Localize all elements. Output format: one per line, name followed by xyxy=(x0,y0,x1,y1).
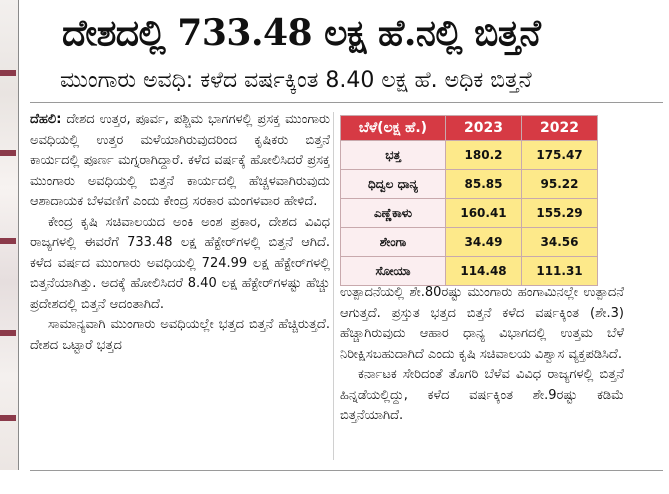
value-cell-2022: 111.31 xyxy=(522,257,598,286)
crop-name-cell: ಧಿದ್ವಲ ಧಾನ್ಯ xyxy=(341,170,446,199)
article-right-column xyxy=(340,283,624,427)
table-row xyxy=(341,199,598,228)
header-rule xyxy=(30,102,663,103)
article-paragraph xyxy=(30,110,330,213)
paragraph-text: ದೇಶದ ಉತ್ತರ, ಪೂರ್ವ, ಪಶ್ಚಿಮ ಭಾಗಗಳಲ್ಲಿ ಪ್ರಸಕ್ತ ಮುಂಗಾರು ಅವಧಿಯಲ್ಲಿ ಉತ್ತರ ಮಳೆಯಾಗಿರುವುದರಿಂದ ಕೃಷಿಕರು ಬಿತ್ತನೆ ಕಾರ್ಯದಲ್ಲಿ ಪೂರ್ಣ ಮಗ್ನರಾಗಿದ್ದಾರೆ. ಕಳೆದ ವರ್ಷಕ್ಕೆ ಹೋಲಿಸಿದರೆ ಪ್ರಸಕ್ತ ಮುಂಗಾರು ಅವಧಿಯಲ್ಲಿ ಬಿತ್ತನೆ ಕಾರ್ಯದಲ್ಲಿ ಹೆಚ್ಚಳವಾಗಿರುವುದು ಆಶಾದಾಯಕ ಬೆಳವಣಿಗೆ ಎಂದು ಕೇಂದ್ರ ಸರಕಾರ ಮಂಗಳವಾರ ಹೇಳಿದೆ. xyxy=(30,112,330,209)
adjacent-photo-edge xyxy=(0,0,19,470)
crop-name-cell: ಶೇಂಗಾ xyxy=(341,228,446,257)
subheadline: ಮುಂಗಾರು ಅವಧಿ: ಕಳೆದ ವರ್ಷಕ್ಕಿಂತ 8.40 ಲಕ್ಷ ಹೆ. ಅಧಿಕ ಬಿತ್ತನೆ xyxy=(60,68,532,93)
table-header-cell: 2023 xyxy=(446,116,522,141)
value-cell-2022: 155.29 xyxy=(522,199,598,228)
photo-stripe xyxy=(0,415,16,421)
value-cell-2022: 95.22 xyxy=(522,170,598,199)
article-paragraph: ಸಾಮಾನ್ಯವಾಗಿ ಮುಂಗಾರು ಅವಧಿಯಲ್ಲೇ ಭತ್ತದ ಬಿತ್ತನೆ ಹೆಚ್ಚಿರುತ್ತದೆ. ದೇಶದ ಒಟ್ಟಾರೆ ಭತ್ತದ xyxy=(30,317,330,353)
article-paragraph: ಕೇಂದ್ರ ಕೃಷಿ ಸಚಿವಾಲಯದ ಅಂಕಿ ಅಂಶ ಪ್ರಕಾರ, ದೇಶದ ವಿವಿಧ ರಾಜ್ಯಗಳಲ್ಲಿ ಈವರೆಗೆ 733.48 ಲಕ್ಷ ಹೆಕ್ಟೇರ್‌ಗಳಲ್ಲಿ ಬಿತ್ತನೆ ಆಗಿದೆ. ಕಳೆದ ವರ್ಷದ ಮುಂಗಾರು ಅವಧಿಯಲ್ಲಿ 724.99 ಲಕ್ಷ ಹೆಕ್ಟೇರ್‌ಗಳಲ್ಲಿ ಬಿತ್ತನೆಯಾಗಿತ್ತು. ಅದಕ್ಕೆ ಹೋಲಿಸಿದರೆ 8.40 ಲಕ್ಷ ಹೆಕ್ಟೇರ್‌ಗಳಷ್ಟು ಹೆಚ್ಚು ಪ್ರದೇಶದಲ್ಲಿ ಬಿತ್ತನೆ ಆದಂತಾಗಿದೆ. xyxy=(30,214,330,312)
photo-stripe xyxy=(0,70,16,76)
photo-stripe xyxy=(0,330,16,336)
photo-stripe xyxy=(0,150,16,156)
article-paragraph: ಕರ್ನಾಟಕ ಸೇರಿದಂತೆ ತೊಗರಿ ಬೆಳೆವ ವಿವಿಧ ರಾಜ್ಯಗಳಲ್ಲಿ ಬಿತ್ತನೆ ಹಿನ್ನಡೆಯಲ್ಲಿದ್ದು, ಕಳೆದ ವರ್ಷಕ್ಕಿಂತ ಶೇ.9ರಷ್ಟು ಕಡಿಮೆ ಬಿತ್ತನೆಯಾಗಿದೆ. xyxy=(340,367,624,423)
headline: ದೇಶದಲ್ಲಿ 733.48 ಲಕ್ಷ ಹೆ.ನಲ್ಲಿ ಬಿತ್ತನೆ xyxy=(62,12,541,54)
table-row xyxy=(341,141,598,170)
crop-name-cell: ಭತ್ತ xyxy=(341,141,446,170)
article-paragraph: ಉತ್ಪಾದನೆಯಲ್ಲಿ ಶೇ.80ರಷ್ಟು ಮುಂಗಾರು ಹಂಗಾಮಿನಲ್ಲೇ ಉತ್ಪಾದನೆ ಆಗುತ್ತದೆ. ಪ್ರಸ್ತುತ ಭತ್ತದ ಬಿತ್ತನೆ ಕಳೆದ ವರ್ಷಕ್ಕಿಂತ (ಶೇ.3) ಹೆಚ್ಚಾಗಿರುವುದು ಆಹಾರ ಧಾನ್ಯ ವಿಭಾಗದಲ್ಲಿ ಉತ್ತಮ ಬೆಳೆ ನಿರೀಕ್ಷಿಸಬಹುದಾಗಿದೆ ಎಂದು ಕೃಷಿ ಸಚಿವಾಲಯ ವಿಶ್ವಾಸ ವ್ಯಕ್ತಪಡಿಸಿದೆ. xyxy=(340,285,624,362)
table-row xyxy=(341,170,598,199)
value-cell-2023: 34.49 xyxy=(446,228,522,257)
table-header-cell: 2022 xyxy=(522,116,598,141)
photo-stripe xyxy=(0,238,16,244)
dateline: ದೆಹಲಿ: xyxy=(30,112,62,127)
table-header-cell: ಬೆಳೆ(ಲಕ್ಷ ಹೆ.) xyxy=(341,116,446,141)
value-cell-2022: 34.56 xyxy=(522,228,598,257)
crop-name-cell: ಎಣ್ಣೆಕಾಳು xyxy=(341,199,446,228)
value-cell-2023: 114.48 xyxy=(446,257,522,286)
footer-rule xyxy=(30,470,663,471)
table-header-row xyxy=(341,116,598,141)
column-divider xyxy=(333,112,334,460)
crop-name-cell: ಸೋಯಾ xyxy=(341,257,446,286)
value-cell-2023: 160.41 xyxy=(446,199,522,228)
value-cell-2023: 85.85 xyxy=(446,170,522,199)
table-row xyxy=(341,228,598,257)
table-row xyxy=(341,257,598,286)
crop-sowing-table xyxy=(340,115,598,278)
article-left-column xyxy=(30,110,330,356)
value-cell-2022: 175.47 xyxy=(522,141,598,170)
value-cell-2023: 180.2 xyxy=(446,141,522,170)
